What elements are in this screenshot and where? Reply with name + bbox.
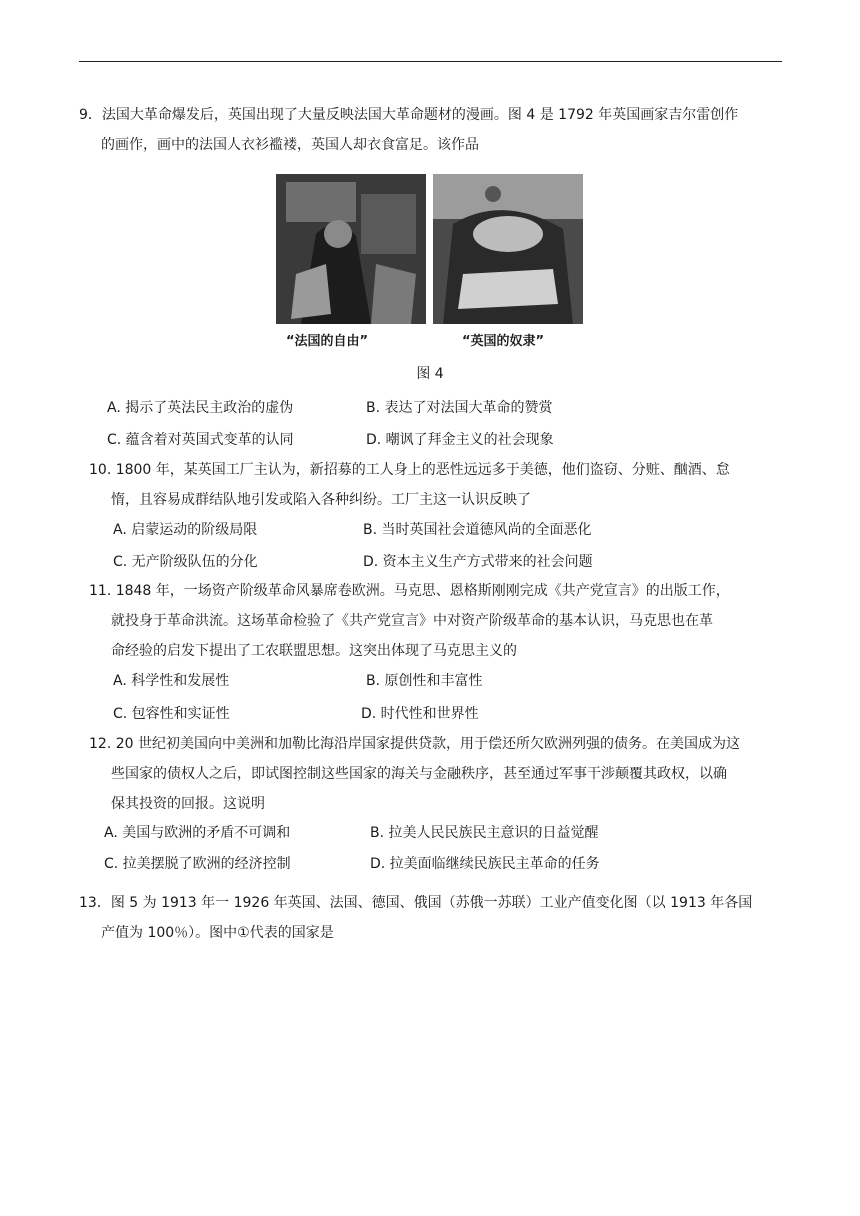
option-b: B. 原创性和丰富性	[366, 673, 483, 689]
option-a: A. 美国与欧洲的矛盾不可调和	[104, 825, 291, 841]
question-9	[79, 100, 782, 160]
option-d: D. 资本主义生产方式带来的社会问题	[363, 554, 593, 570]
question-12-line-3: 保其投资的回报。这说明	[111, 796, 265, 812]
question-9-line-1	[79, 100, 782, 130]
question-9-line-2: 的画作，画中的法国人衣衫褴褛，英国人却衣食富足。该作品	[101, 137, 479, 153]
option-c: C. 蕴含着对英国式变革的认同	[107, 432, 294, 448]
option-b: B. 当时英国社会道德风尚的全面恶化	[363, 522, 592, 538]
header-rule	[79, 61, 782, 62]
option-b: B. 表达了对法国大革命的赞赏	[366, 400, 553, 416]
option-a: A. 揭示了英法民主政治的虚伪	[107, 400, 294, 416]
cartoon-english-slavery	[433, 174, 583, 324]
cartoon-french-liberty	[276, 174, 426, 324]
question-12-line-1: 12. 20 世纪初美国向中美洲和加勒比海沿岸国家提供贷款，用于偿还所欠欧洲列强的债务。在美国成为这	[89, 736, 740, 752]
option-a: A. 启蒙运动的阶级局限	[113, 522, 258, 538]
question-12-line-2: 些国家的债权人之后，即试图控制这些国家的海关与金融秩序，甚至通过军事干涉颠覆其政权，以确	[111, 766, 727, 782]
option-a: A. 科学性和发展性	[113, 673, 230, 689]
question-11	[89, 576, 782, 666]
cartoon-left-caption: “法国的自由”	[286, 334, 369, 349]
option-c: C. 无产阶级队伍的分化	[113, 554, 258, 570]
question-13-line-1: 13．图 5 为 1913 年一 1926 年英国、法国、德国、俄国（苏俄一苏联）工业产值变化图（以 1913 年各国	[79, 895, 753, 911]
question-number: 9．	[79, 107, 102, 123]
question-9-text: 法国大革命爆发后，英国出现了大量反映法国大革命题材的漫画。图 4 是 1792 年英国画家吉尔雷创作	[101, 107, 739, 123]
question-10-line-2: 惰，且容易成群结队地引发或陷入各种纠纷。工厂主这一认识反映了	[111, 492, 531, 508]
question-13-line-2: 产值为 100％）。图中①代表的国家是	[101, 925, 334, 941]
question-12	[89, 729, 782, 819]
question-13	[79, 888, 782, 948]
cartoon-right-image	[433, 174, 583, 324]
option-d: D. 拉美面临继续民族民主革命的任务	[370, 856, 600, 872]
figure-4	[276, 174, 586, 354]
option-c: C. 拉美摆脱了欧洲的经济控制	[104, 856, 291, 872]
question-11-line-1: 11. 1848 年，一场资产阶级革命风暴席卷欧洲。马克思、恩格斯刚刚完成《共产党宣言》的出版工作，	[89, 583, 730, 599]
option-d: D. 嘲讽了拜金主义的社会现象	[366, 432, 554, 448]
cartoon-right-caption: “英国的奴隶”	[462, 334, 545, 349]
cartoon-left-image	[276, 174, 426, 324]
question-10-line-1: 10. 1800 年，某英国工厂主认为，新招募的工人身上的恶性远远多于美德，他们盗窃、分赃、酗酒、怠	[89, 462, 730, 478]
question-10	[89, 455, 782, 515]
figure-label: 图 4	[416, 366, 444, 382]
option-c: C. 包容性和实证性	[113, 706, 230, 722]
question-11-line-3: 命经验的启发下提出了工农联盟思想。这突出体现了马克思主义的	[111, 643, 517, 659]
option-d: D. 时代性和世界性	[361, 706, 479, 722]
question-11-line-2: 就投身于革命洪流。这场革命检验了《共产党宣言》中对资产阶级革命的基本认识，马克思也在革	[111, 613, 713, 629]
option-b: B. 拉美人民民族民主意识的日益觉醒	[370, 825, 599, 841]
